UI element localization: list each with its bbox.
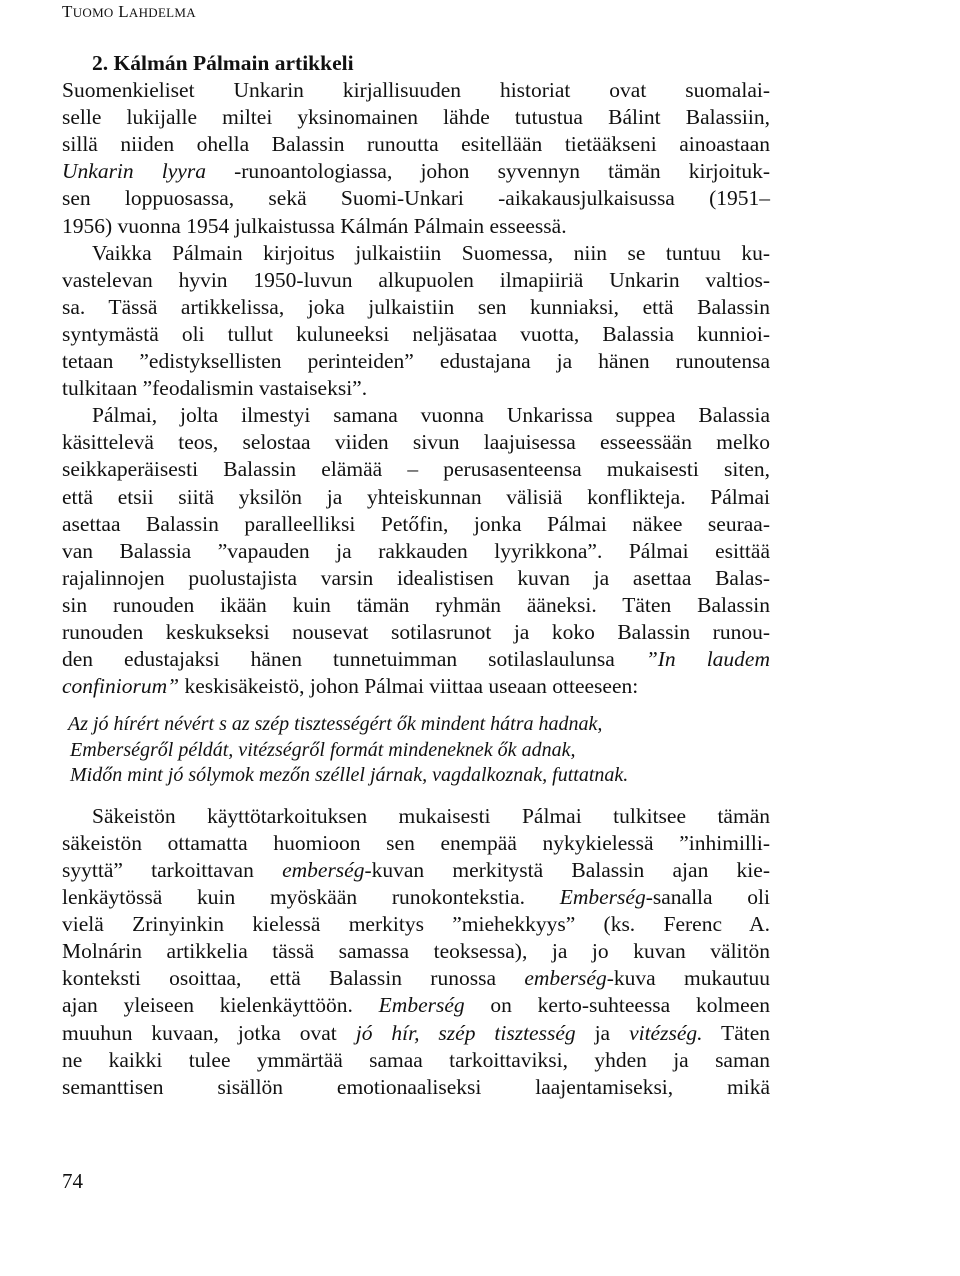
running-head — [62, 2, 196, 22]
text-line: että etsii siitä yksilön ja yhteiskunnan välisiä konflikteja. Pálmai — [62, 484, 770, 509]
italic-term: vitézség. — [629, 1020, 703, 1045]
text-line: seikkaperäisesti Balassin elämää – perusasenteensa mukaisesti siten, — [62, 457, 770, 482]
text-run: ajan yleiseen kielenkäyttöön. — [62, 993, 379, 1018]
poem-line: Midőn mint jó sólymok mezőn széllel járnak, vagdalkoznak, futtatnak. — [70, 764, 629, 787]
text-line: säkeistön ottamatta huomioon sen enempää nykykielessä ”inhimilli- — [62, 830, 770, 855]
text-run: Täten — [702, 1020, 770, 1045]
italic-title: ”In laudem — [645, 647, 770, 672]
text-run: -kuva mukautuu — [606, 966, 770, 991]
text-line: runouden keskukseksi nousevat sotilasrunot ja koko Balassin runou- — [62, 619, 770, 644]
paragraph-1 — [62, 77, 770, 240]
paragraph-3 — [62, 402, 770, 700]
text-run: keskisäkeistö, johon Pálmai viittaa useaan otteeseen: — [179, 674, 639, 699]
text-line — [62, 857, 770, 884]
text-line: rajalinnojen puolustajista varsin idealistisen kuvan ja asettaa Balas- — [62, 565, 770, 590]
poem-line: Emberségről példát, vitézségről formát mindeneknek ők adnak, — [70, 738, 576, 761]
italic-term: Emberség — [378, 993, 465, 1018]
body-text — [62, 50, 770, 1101]
italic-term: emberség — [524, 966, 607, 991]
paragraph-2 — [62, 240, 770, 403]
italic-term: emberség — [282, 857, 365, 882]
text-line: sa. Tässä artikkelissa, joka julkaistiin sen kunniaksi, että Balassin — [62, 294, 770, 319]
text-line: Suomenkieliset Unkarin kirjallisuuden historiat ovat suomalai- — [62, 78, 770, 103]
running-head-first-rest: UOMO — [72, 5, 114, 20]
text-line: semanttisen sisällön emotionaaliseksi laajentamiseksi, mikä — [62, 1074, 770, 1099]
running-head-initial-first: T — [62, 2, 73, 21]
running-head-last-rest: AHDELMA — [128, 5, 196, 20]
italic-term: jó hír, szép tisztesség — [355, 1020, 576, 1045]
poem-line: Az jó hírért névért s az szép tisztességért ők mindent hátra hadnak, — [68, 713, 603, 736]
paragraph-4 — [62, 803, 770, 1101]
text-line: van Balassia ”vapauden ja rakkauden lyyrikkona”. Pálmai esittää — [62, 538, 770, 563]
text-line — [62, 992, 770, 1019]
text-run: on kerto-suhteessa kolmeen — [464, 993, 770, 1018]
text-line: tetaan ”edistyksellisten perinteiden” edustajana ja hänen runoutensa — [62, 349, 770, 374]
text-run: syyttä” tarkoittavan — [62, 857, 283, 882]
text-line: Pálmai, jolta ilmestyi samana vuonna Unkarissa suppea Balassia — [92, 403, 770, 428]
text-line — [62, 646, 770, 673]
text-line — [62, 965, 770, 992]
text-line — [62, 1020, 770, 1047]
text-line: vielä Zrinyinkin kielessä merkitys ”miehekkyys” (ks. Ferenc A. — [62, 912, 770, 937]
text-line — [62, 158, 770, 185]
text-line: selle lukijalle miltei yksinomainen lähde tutustua Bálint Balassiin, — [62, 105, 770, 130]
italic-title: confiniorum” — [62, 674, 180, 699]
section-heading: 2. Kálmán Pálmain artikkeli — [92, 51, 354, 75]
text-line: asettaa Balassin paralleelliksi Petőfin, jonka Pálmai näkee seuraa- — [62, 511, 770, 536]
text-run: -runoantologiassa, johon syvennyn tämän kirjoituk- — [205, 159, 770, 184]
text-line: vastelevan hyvin 1950-luvun alkupuolen ilmapiiriä Unkarin valtios- — [62, 267, 770, 292]
text-run: konteksti osoittaa, että Balassin runossa — [62, 966, 525, 991]
text-line: sillä niiden ohella Balassin runoutta esitellään tietääkseni ainoastaan — [62, 132, 770, 157]
text-line: käsittelevä teos, selostaa viiden sivun laajuisessa esseessään melko — [62, 430, 770, 455]
text-run: ja — [575, 1020, 630, 1045]
text-line: syntymästä oli tullut kuluneeksi neljäsataa vuotta, Balassia kunnioi- — [62, 321, 770, 346]
italic-title: Unkarin lyyra — [62, 159, 206, 184]
text-line: Molnárin artikkelia tässä samassa teoksessa), ja jo kuvan välitön — [62, 939, 770, 964]
text-run: -kuvan merkitystä Balassin ajan kie- — [364, 857, 770, 882]
text-run: -sanalla oli — [645, 885, 770, 910]
text-run: muuhun kuvaan, jotka ovat — [62, 1020, 356, 1045]
text-line — [62, 884, 770, 911]
text-run: lenkäytössä kuin myöskään runokontekstia. — [62, 885, 560, 910]
text-line: 1956) vuonna 1954 julkaistussa Kálmán Pálmain esseessä. — [62, 213, 567, 238]
page-number: 74 — [62, 1169, 83, 1193]
text-line: Säkeistön käyttötarkoituksen mukaisesti Pálmai tulkitsee tämän — [92, 803, 770, 828]
text-line — [62, 673, 770, 700]
text-line: sen loppuosassa, sekä Suomi-Unkari -aikakausjulkaisussa (1951– — [62, 186, 770, 211]
poem-quotation — [62, 712, 770, 789]
italic-term: Emberség — [559, 885, 646, 910]
text-line: tulkitaan ”feodalismin vastaiseksi”. — [62, 376, 368, 401]
text-line: sin runouden ikään kuin tämän ryhmän ääneksi. Täten Balassin — [62, 592, 770, 617]
running-head-initial-last: L — [118, 2, 129, 21]
text-run: den edustajaksi hänen tunnetuimman sotilaslaulunsa — [62, 647, 646, 672]
text-line: Vaikka Pálmain kirjoitus julkaistiin Suomessa, niin se tuntuu ku- — [92, 240, 770, 265]
text-line: ne kaikki tulee ymmärtää samaa tarkoittaviksi, yhden ja saman — [62, 1047, 770, 1072]
